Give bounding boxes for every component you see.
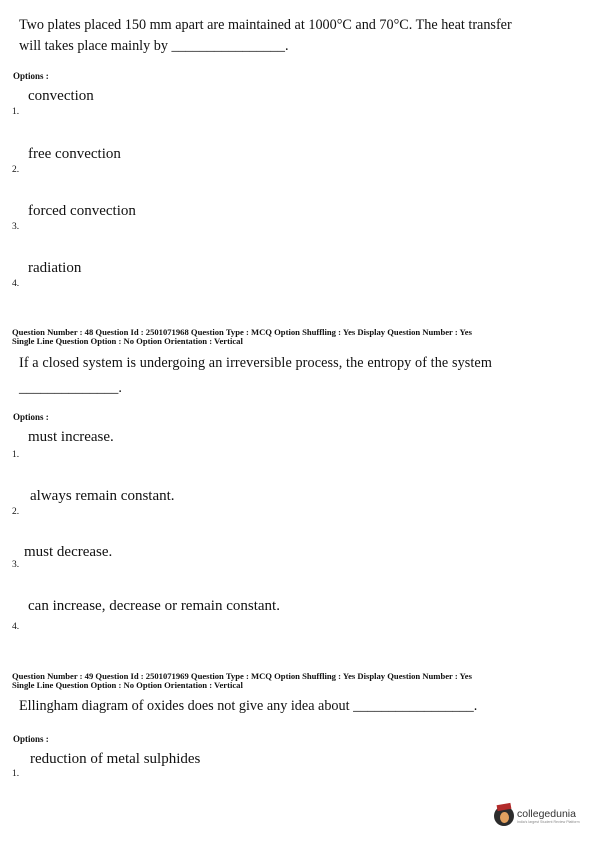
option-text: must decrease.: [24, 544, 113, 560]
option-text: radiation: [28, 260, 82, 276]
option-number: 2.: [12, 507, 20, 517]
option-text: always remain constant.: [30, 488, 175, 504]
question-49-meta-line2: Single Line Question Option : No Option Orientation : Vertical: [12, 680, 243, 690]
options-label: Options :: [13, 412, 49, 422]
option-number: 3.: [12, 222, 20, 232]
question-47-text-line2: will takes place mainly by ________________.: [19, 38, 289, 54]
option-number: 1.: [12, 107, 20, 117]
option-number: 3.: [12, 560, 20, 570]
logo-tagline: India's largest Student Review Platform: [517, 819, 580, 824]
question-49-text-line1: Ellingham diagram of oxides does not give any idea about _________________.: [19, 698, 478, 714]
option-number: 2.: [12, 165, 20, 175]
mascot-icon: [494, 806, 514, 826]
option-number: 1.: [12, 450, 20, 460]
question-47-text-line1: Two plates placed 150 mm apart are maintained at 1000°C and 70°C. The heat transfer: [19, 17, 512, 33]
option-number: 4.: [12, 622, 20, 632]
options-label: Options :: [13, 71, 49, 81]
option-text: convection: [28, 88, 94, 104]
collegedunia-logo: [494, 806, 580, 826]
option-text: free convection: [28, 146, 121, 162]
question-48-text-line1: If a closed system is undergoing an irreversible process, the entropy of the system: [19, 355, 492, 371]
logo-name: collegedunia: [517, 807, 576, 820]
option-number: 4.: [12, 279, 20, 289]
question-49-meta-line1: Question Number : 49 Question Id : 2501071969 Question Type : MCQ Option Shuffling : Yes Display Question Number : Yes: [12, 671, 472, 681]
question-48-text-line2: ______________.: [19, 380, 122, 396]
question-48-meta-line2: Single Line Question Option : No Option Orientation : Vertical: [12, 336, 243, 346]
option-text: can increase, decrease or remain constant.: [28, 598, 280, 614]
option-text: reduction of metal sulphides: [30, 751, 201, 767]
question-48-meta-line1: Question Number : 48 Question Id : 2501071968 Question Type : MCQ Option Shuffling : Yes Display Question Number : Yes: [12, 327, 472, 337]
option-number: 1.: [12, 769, 20, 779]
option-text: must increase.: [28, 429, 114, 445]
options-label: Options :: [13, 734, 49, 744]
option-text: forced convection: [28, 203, 136, 219]
